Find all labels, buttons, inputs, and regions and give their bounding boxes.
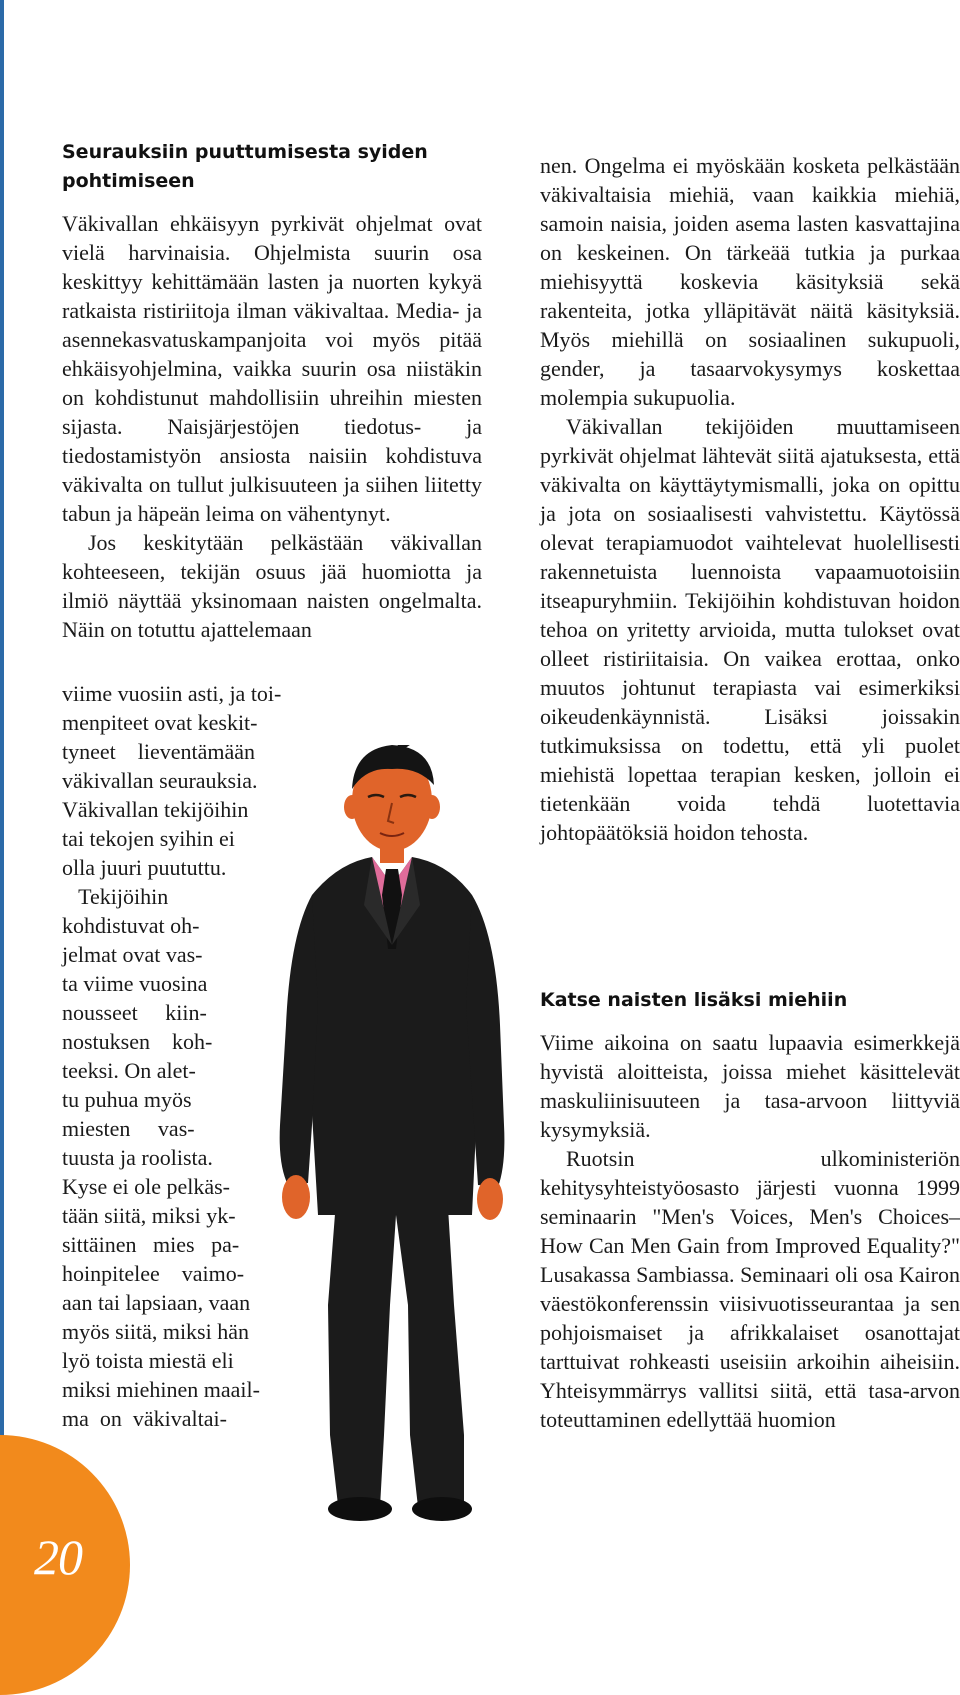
- text-line: hoinpitelee vaimo-: [62, 1261, 245, 1286]
- text-line: nousseet kiin-: [62, 1000, 207, 1025]
- text-line: kohdistuvat oh-: [62, 913, 200, 938]
- text-line: menpiteet ovat keskit-: [62, 710, 258, 735]
- heading-line: pohtimiseen: [62, 170, 195, 192]
- text-line: aan tai lapsiaan, vaan: [62, 1290, 251, 1315]
- left-column-intro: [62, 209, 482, 644]
- text-line: Tekijöihin: [62, 884, 169, 909]
- section-heading-right: Katse naisten lisäksi miehiin: [540, 989, 848, 1011]
- text-line: viime vuosiin asti, ja toi-: [62, 681, 282, 706]
- paragraph: Väkivallan ehkäisyyn pyrkivät ohjelmat ovat vielä harvinaisia. Ohjelmista suurin osa keskittyy kehittämään lasten ja nuorten kykyä ratkaista ristiriitoja ilman väkivaltaa. Media- ja asennekasvatuskampanjoita voi myös pitää ehkäisyohjelmina, vaikka suurin osa niistäkin on kohdistunut mahdollisiin uhreihin miesten sijasta. Naisjärjestöjen tiedotus- ja tiedostamistyön ansiosta naisiin kohdistuva väkivalta on tullut julkisuuteen ja siihen liitetty tabun ja häpeän leima on vähentynyt.: [62, 211, 482, 526]
- page-edge-rule: [0, 0, 4, 1480]
- text-line: olla juuri puututtu.: [62, 855, 227, 880]
- text-line: tuusta ja roolista.: [62, 1145, 213, 1170]
- text-line: myös siitä, miksi hän: [62, 1319, 249, 1344]
- text-line: väkivallan seurauksia.: [62, 768, 258, 793]
- text-line: Kyse ei ole pelkäs-: [62, 1174, 230, 1199]
- text-line: sittäinen mies pa-: [62, 1232, 240, 1257]
- paragraph: nen. Ongelma ei myöskään kosketa pelkästään väkivaltaisia miehiä, vaan kaikkia miehiä, samoin naisia, joiden asema lasten kasvattajina on keskeinen. On tärkeää tutkia ja purkaa miehisyyttä koskevia käsityksiä sekä rakenteita, jotka ylläpitävät näitä käsityksiä. Myös miehillä on sosiaalinen sukupuoli, gender, ja tasaarvokysymys koskettaa molempia sukupuolia.: [540, 153, 960, 410]
- paragraph: Viime aikoina on saatu lupaavia esimerkkejä hyvistä aloitteista, joissa miehet käsittelevät maskuliinisuuteen ja tasa-arvoon liittyviä kysymyksiä.: [540, 1030, 960, 1142]
- text-line: Väkivallan tekijöihin: [62, 797, 249, 822]
- man-in-suit-illustration: [268, 745, 518, 1535]
- text-line: ta viime vuosina: [62, 971, 208, 996]
- text-line: lyö toista miestä eli: [62, 1348, 234, 1373]
- text-line: tyneet lieventämään: [62, 739, 256, 764]
- text-line: tu puhua myös: [62, 1087, 192, 1112]
- text-line: tai tekojen syihin ei: [62, 826, 235, 851]
- heading-line: Seurauksiin puuttumisesta syiden: [62, 141, 428, 163]
- text-line: nostuksen koh-: [62, 1029, 213, 1054]
- page-number: 20: [34, 1529, 82, 1585]
- text-line: teeksi. On alet-: [62, 1058, 196, 1083]
- text-line: miesten vas-: [62, 1116, 195, 1141]
- text-line: jelmat ovat vas-: [62, 942, 203, 967]
- paragraph: Ruotsin ulkoministeriön kehitysyhteistyöosasto järjesti vuonna 1999 seminaarin "Men's Voices, Men's Choices–How Can Men Gain from Improved Equality?" Lusakassa Sambiassa. Seminaari oli osa Kairon väestökonferenssin viisivuotisseurantaa ja sen pohjoismaiset ja afrikkalaiset osanottajat tarttuivat rohkeasti useisiin arkoihin aiheisiin. Yhteisymmärrys vallitsi siitä, että tasa-arvon toteuttaminen edellyttää huomion: [540, 1146, 960, 1432]
- right-column-lower: [540, 1028, 960, 1434]
- text-line: miksi miehinen maail-: [62, 1377, 260, 1402]
- text-line: ma on väkivaltai-: [62, 1406, 227, 1431]
- section-heading-left: [62, 138, 482, 196]
- paragraph: Väkivallan tekijöiden muuttamiseen pyrkivät ohjelmat lähtevät siitä ajatuksesta, että väkivalta on käyttäytymismalli, joka on opittu ja jota on sosiaalisesti vahvistettu. Käytössä olevat terapiamuodot vaihtelevat huolellisesti rakennetuista luennoista vapaamuotoisiin itseapuryhmiin. Tekijöihin kohdistuvan hoidon tehoa on yritetty arvioida, mutta tulokset ovat olleet ristiriitaisia. On vaikea erottaa, onko muutos johtunut terapiasta vai esimerkiksi oikeudenkäynnistä. Lisäksi joissakin tutkimuksissa on todettu, että yli puolet miehistä lopettaa terapian kesken, jolloin ei tietenkään voida tehdä luotettavia johtopäätöksiä hoidon tehosta.: [540, 414, 960, 845]
- text-line: tään siitä, miksi yk-: [62, 1203, 236, 1228]
- right-column-upper: [540, 151, 960, 847]
- paragraph: Jos keskitytään pelkästään väkivallan kohteeseen, tekijän osuus jää huomiotta ja ilmiö näyttää yksinomaan naisten ongelmalta. Näin on totuttu ajattelemaan: [62, 530, 482, 642]
